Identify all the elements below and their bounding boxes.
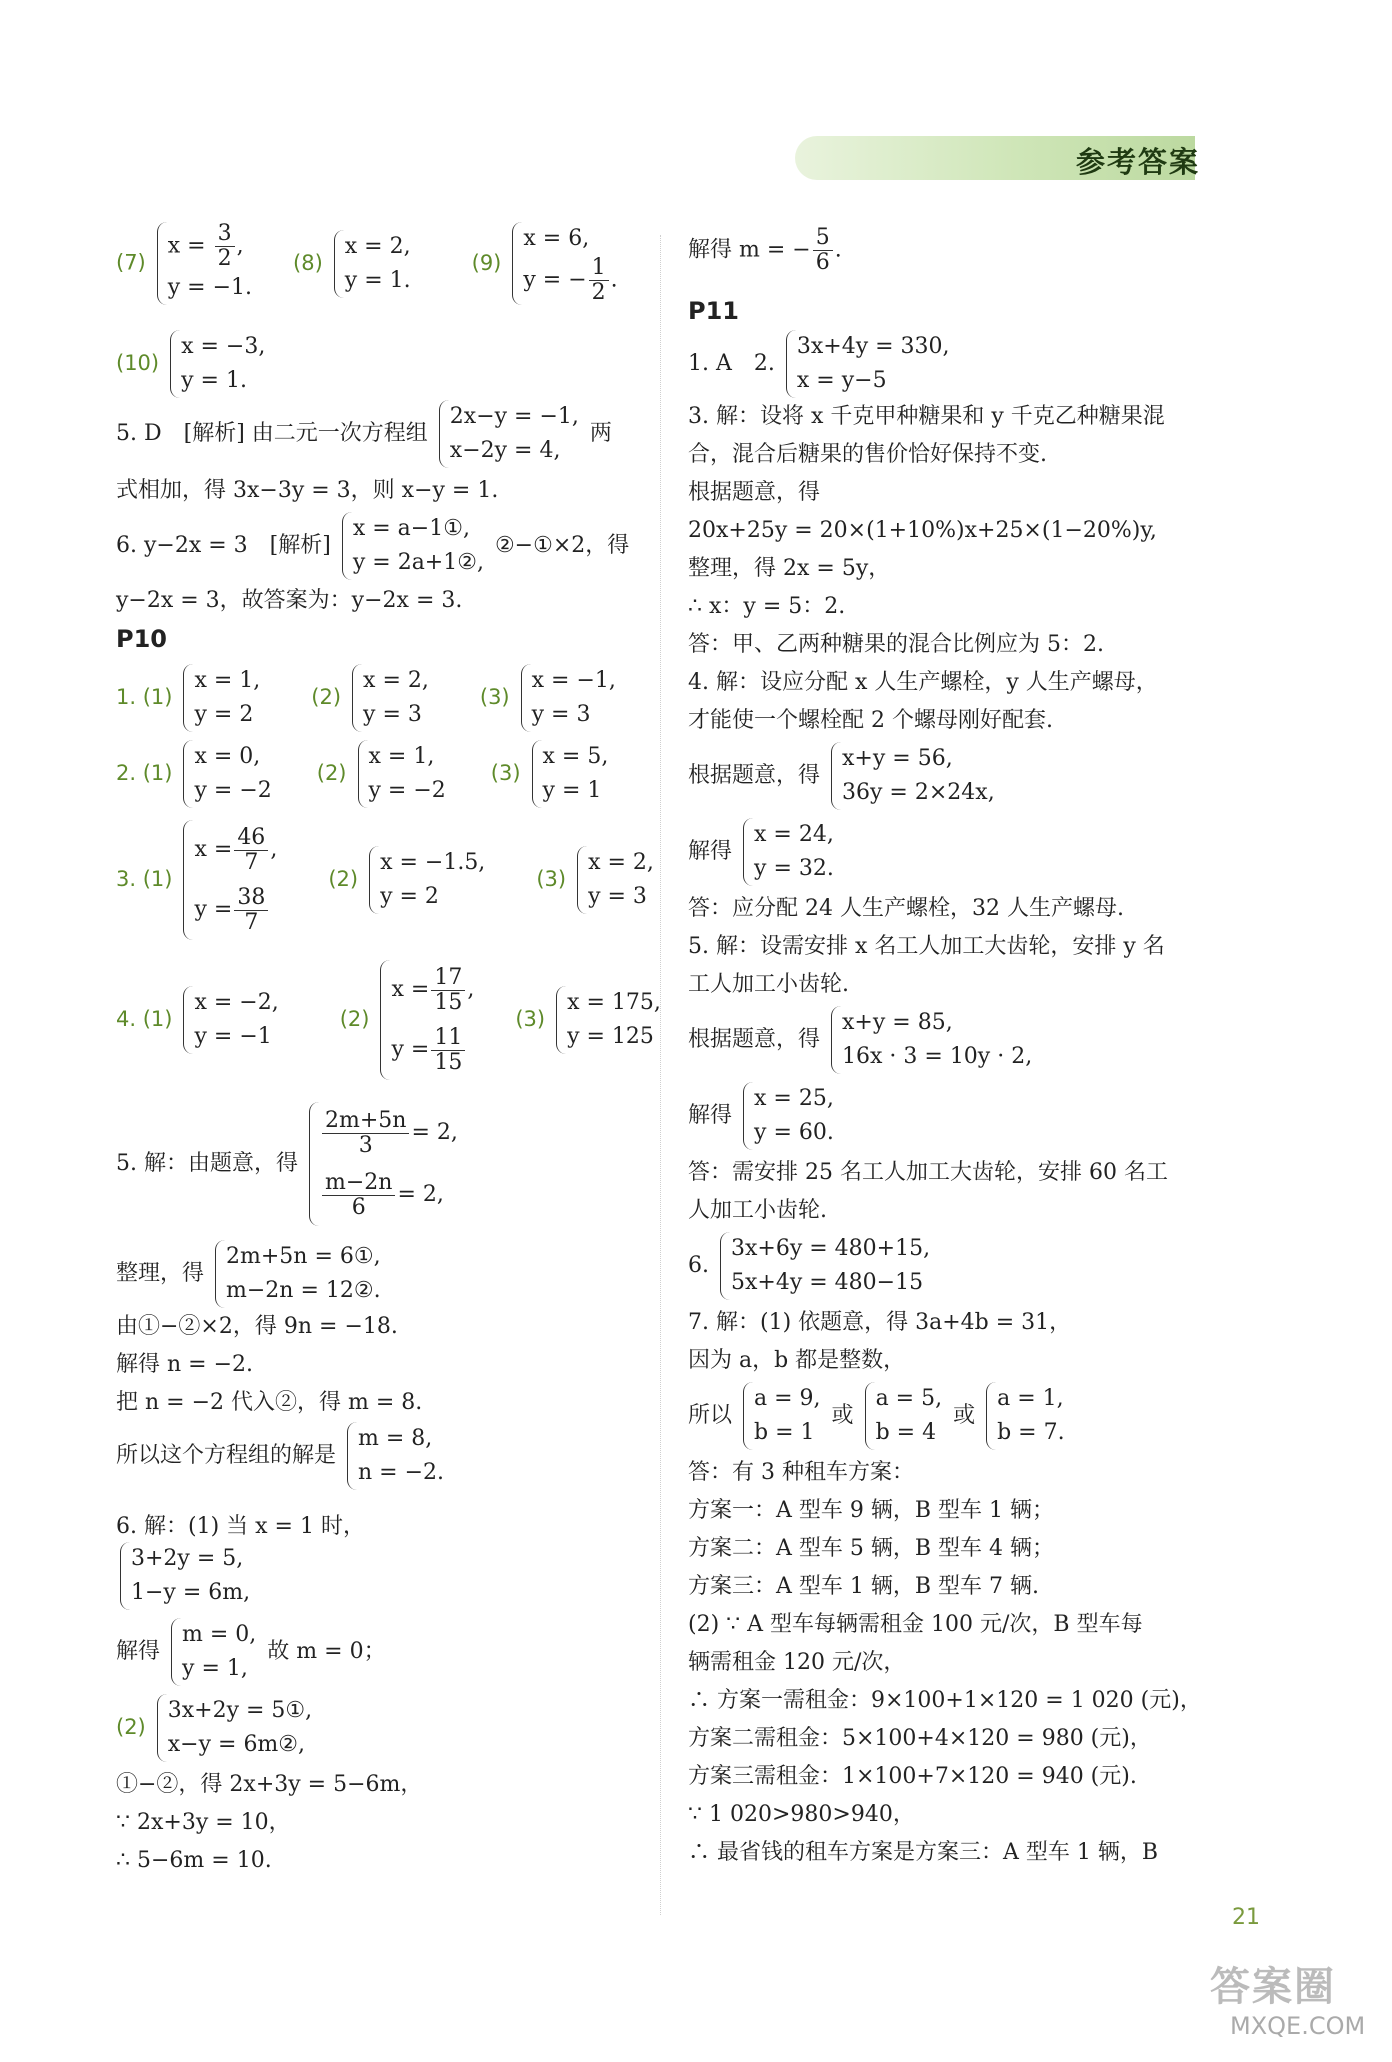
- text-line: 答：有 3 种租车方案：: [688, 1460, 914, 1485]
- answer-1-2: 1. A 2. 3x+4y = 330, x = y−5: [688, 330, 954, 398]
- system: m = 0, y = 1,: [171, 1618, 256, 1686]
- system: 3x+4y = 330, x = y−5: [786, 330, 950, 398]
- text-line: 式相加，得 3x−3y = 3，则 x−y = 1.: [116, 478, 499, 503]
- label-10: (10): [116, 351, 160, 375]
- system: $\frac{2m+5n}{3}$ = 2, $\frac{m-2n}{6}$ = 2,: [309, 1102, 458, 1226]
- system-7: x = $\frac{3}{2}$ , y = −1.: [157, 222, 252, 305]
- system: x = 2, y = 3: [352, 664, 429, 732]
- text-line: 辆需租金 120 元/次，: [688, 1650, 906, 1675]
- system: x = −1, y = 3: [521, 664, 616, 732]
- solution-6-system: [116, 1542, 254, 1610]
- fraction: $\frac{11}{15}$: [431, 1026, 465, 1075]
- system: a = 1, b = 7.: [986, 1382, 1065, 1450]
- text-line: 人加工小齿轮.: [688, 1198, 827, 1223]
- text-line: 3. 解：设将 x 千克甲种糖果和 y 千克乙种糖果混: [688, 404, 1165, 429]
- system: 2m+5n = 6①, m−2n = 12②.: [215, 1240, 381, 1308]
- text-line: 方案一：A 型车 9 辆，B 型车 1 辆；: [688, 1498, 1055, 1523]
- text-line: 由①−②×2，得 9n = −18.: [116, 1314, 398, 1339]
- text-line: 因为 a，b 都是整数，: [688, 1348, 906, 1373]
- system: x = 175, y = 125: [556, 986, 661, 1054]
- page-heading-p11: P11: [688, 297, 739, 325]
- system: x = 2, y = 3: [577, 846, 654, 914]
- text-line: 整理，得 2x = 5y，: [688, 556, 891, 581]
- solution-5-result: 所以这个方程组的解是 m = 8, n = −2.: [116, 1422, 448, 1490]
- fraction: $\frac{2m+5n}{3}$: [322, 1109, 409, 1158]
- solution-6-solve: 解得 m = 0, y = 1, 故 m = 0；: [116, 1618, 386, 1686]
- system: x = 24, y = 32.: [743, 818, 834, 886]
- text-line: 答：需安排 25 名工人加工大齿轮，安排 60 名工: [688, 1160, 1168, 1185]
- system: 3+2y = 5, 1−y = 6m,: [120, 1542, 250, 1610]
- text-line: 解得 n = −2.: [116, 1352, 254, 1377]
- solution-5r-result: 解得 x = 25, y = 60.: [688, 1082, 838, 1150]
- system: x = 25, y = 60.: [743, 1082, 834, 1150]
- text-line: ①−②，得 2x+3y = 5−6m，: [116, 1772, 423, 1797]
- text-line: 答：应分配 24 人生产螺栓，32 人生产螺母.: [688, 896, 1124, 921]
- text-line: ∵ 2x+3y = 10，: [116, 1810, 291, 1835]
- solution-6-part2: (2) 3x+2y = 5①, x−y = 6m②,: [116, 1694, 316, 1762]
- solution-5: 5. 解：由题意，得 $\frac{2m+5n}{3}$ = 2, $\frac{m-2n}{6}$ = 2,: [116, 1102, 462, 1226]
- fraction: $\frac{1}{2}$: [589, 256, 609, 305]
- text-line: 把 n = −2 代入②，得 m = 8.: [116, 1390, 423, 1415]
- system-10: [170, 330, 265, 398]
- label-7: (7): [116, 250, 146, 275]
- system: x = $\frac{46}{7}$ , y = $\frac{38}{7}$: [183, 820, 277, 940]
- text-line: 5. 解：设需安排 x 名工人加工大齿轮，安排 y 名: [688, 934, 1165, 959]
- system: 3x+6y = 480+15, 5x+4y = 480−15: [720, 1232, 930, 1300]
- text-line: 5. D [解析] 由二元一次方程组: [116, 421, 428, 446]
- fraction: $\frac{46}{7}$: [234, 826, 268, 875]
- answer-row-1: 1. (1) x = 1, y = 2 (2) x = 2, y = 3 (3) x = −1, y = 3: [116, 664, 620, 732]
- system-8: [334, 230, 411, 298]
- text-line: ∴ x：y = 5：2.: [688, 594, 846, 619]
- answer-row-3: 3. (1) x = $\frac{46}{7}$ , y = $\frac{38}{7}$ (2) x = −1.5, y = 2 (3) x = 2, y = 3: [116, 820, 658, 940]
- system: x = a−1①, y = 2a+1②,: [342, 512, 484, 580]
- system: x = −1.5, y = 2: [369, 846, 485, 914]
- fraction: $\frac{3}{2}$: [215, 222, 235, 271]
- system: a = 5, b = 4: [865, 1382, 943, 1450]
- fraction: $\frac{17}{15}$: [431, 966, 465, 1015]
- eq: y = −1.: [167, 275, 253, 300]
- answer-m: 解得 m = − $\frac{5}{6}$ .: [688, 225, 842, 275]
- text-line: ∵ 1 020>980>940，: [688, 1802, 915, 1827]
- text-line: 根据题意，得: [688, 480, 821, 505]
- answer-row-10: [116, 330, 269, 398]
- text-line: 方案三需租金：1×100+7×120 = 940 (元).: [688, 1764, 1137, 1789]
- solution-5r-system: 根据题意，得 x+y = 85, 16x · 3 = 10y · 2,: [688, 1006, 1036, 1074]
- system: m = 8, n = −2.: [347, 1422, 444, 1490]
- watermark-logo: 答案圈: [1210, 1964, 1336, 2010]
- text-line: 方案二需租金：5×100+4×120 = 980 (元)，: [688, 1726, 1152, 1751]
- fraction: $\frac{m-2n}{6}$: [322, 1171, 395, 1220]
- solution-4-result: 解得 x = 24, y = 32.: [688, 818, 838, 886]
- system: x = −2, y = −1: [183, 986, 278, 1054]
- system-9: x = 6, y = − $\frac{1}{2}$ .: [512, 222, 617, 305]
- watermark-site: MXQE.COM: [1230, 2012, 1366, 2040]
- problem-5: 5. D [解析] 由二元一次方程组 2x−y = −1, x−2y = 4, 两: [116, 400, 612, 468]
- text-line: 才能使一个螺栓配 2 个螺母刚好配套.: [688, 708, 1053, 733]
- system: 3x+2y = 5①, x−y = 6m②,: [157, 1694, 312, 1762]
- text-line: 6. y−2x = 3 [解析]: [116, 533, 331, 558]
- eq: x =: [167, 233, 206, 259]
- system: x = 0, y = −2: [183, 740, 271, 808]
- text-line: 20x+25y = 20×(1+10%)x+25×(1−20%)y,: [688, 518, 1157, 543]
- text-line: 方案三：A 型车 1 辆，B 型车 7 辆.: [688, 1574, 1040, 1599]
- text-line: ∴ 最省钱的租车方案是方案三：A 型车 1 辆，B: [688, 1840, 1159, 1865]
- system: x+y = 56, 36y = 2×24x,: [831, 742, 995, 810]
- label-8: (8): [293, 250, 323, 275]
- section-title: 参考答案: [1076, 145, 1201, 179]
- text-line: 7. 解：(1) 依题意，得 3a+4b = 31，: [688, 1310, 1072, 1335]
- solution-5-tidy: 整理，得 2m+5n = 6①, m−2n = 12②.: [116, 1240, 385, 1308]
- fraction: $\frac{5}{6}$: [813, 226, 833, 275]
- system: 2x−y = −1, x−2y = 4,: [439, 400, 579, 468]
- text-line: 方案二：A 型车 5 辆，B 型车 4 辆；: [688, 1536, 1055, 1561]
- system: a = 9, b = 1: [743, 1382, 821, 1450]
- text-line: (2) ∵ A 型车每辆需租金 100 元/次，B 型车每: [688, 1612, 1143, 1637]
- text-line: 工人加工小齿轮.: [688, 972, 849, 997]
- eq: y = 1.: [344, 267, 411, 293]
- system: x+y = 85, 16x · 3 = 10y · 2,: [831, 1006, 1032, 1074]
- text-line: 答：甲、乙两种糖果的混合比例应为 5：2.: [688, 632, 1104, 657]
- eq: x = 6,: [523, 226, 590, 251]
- system: x = 1, y = −2: [358, 740, 446, 808]
- page-heading-p10: P10: [116, 625, 167, 653]
- system: x = $\frac{17}{15}$ , y = $\frac{11}{15}$: [380, 960, 474, 1080]
- page-number: 21: [1232, 1905, 1260, 1930]
- text-line: y−2x = 3，故答案为：y−2x = 3.: [116, 588, 463, 613]
- solution-4-system: 根据题意，得 x+y = 56, 36y = 2×24x,: [688, 742, 999, 810]
- answer-6: 6. 3x+6y = 480+15, 5x+4y = 480−15: [688, 1232, 934, 1300]
- fraction: $\frac{38}{7}$: [234, 886, 268, 935]
- eq: x = 2,: [344, 233, 411, 259]
- solution-7-cases: 所以 a = 9, b = 1 或 a = 5, b = 4 或 a = 1, b = 7.: [688, 1382, 1069, 1450]
- label-9: (9): [471, 250, 502, 275]
- text-line: 4. 解：设应分配 x 人生产螺栓，y 人生产螺母，: [688, 670, 1158, 695]
- system: x = 1, y = 2: [183, 664, 260, 732]
- eq: x = −3,: [181, 334, 266, 359]
- system: x = 5, y = 1: [532, 740, 609, 808]
- answer-row-2: 2. (1) x = 0, y = −2 (2) x = 1, y = −2 (3) x = 5, y = 1: [116, 740, 612, 808]
- text-line: 6. 解：(1) 当 x = 1 时，: [116, 1514, 365, 1539]
- text-line: ∴ 方案一需租金：9×100+1×120 = 1 020 (元)，: [688, 1688, 1202, 1713]
- answer-row-4: 4. (1) x = −2, y = −1 (2) x = $\frac{17}{15}$ , y = $\frac{11}{15}$ (3) x = 175, y = 125: [116, 960, 665, 1080]
- answer-row-7-9: [116, 222, 622, 305]
- text-line: ∴ 5−6m = 10.: [116, 1848, 272, 1873]
- text-line: 合，混合后糖果的售价恰好保持不变.: [688, 442, 1047, 467]
- problem-6: 6. y−2x = 3 [解析] x = a−1①, y = 2a+1②, ②−①×2，得: [116, 512, 629, 580]
- eq: y = 1.: [181, 368, 247, 393]
